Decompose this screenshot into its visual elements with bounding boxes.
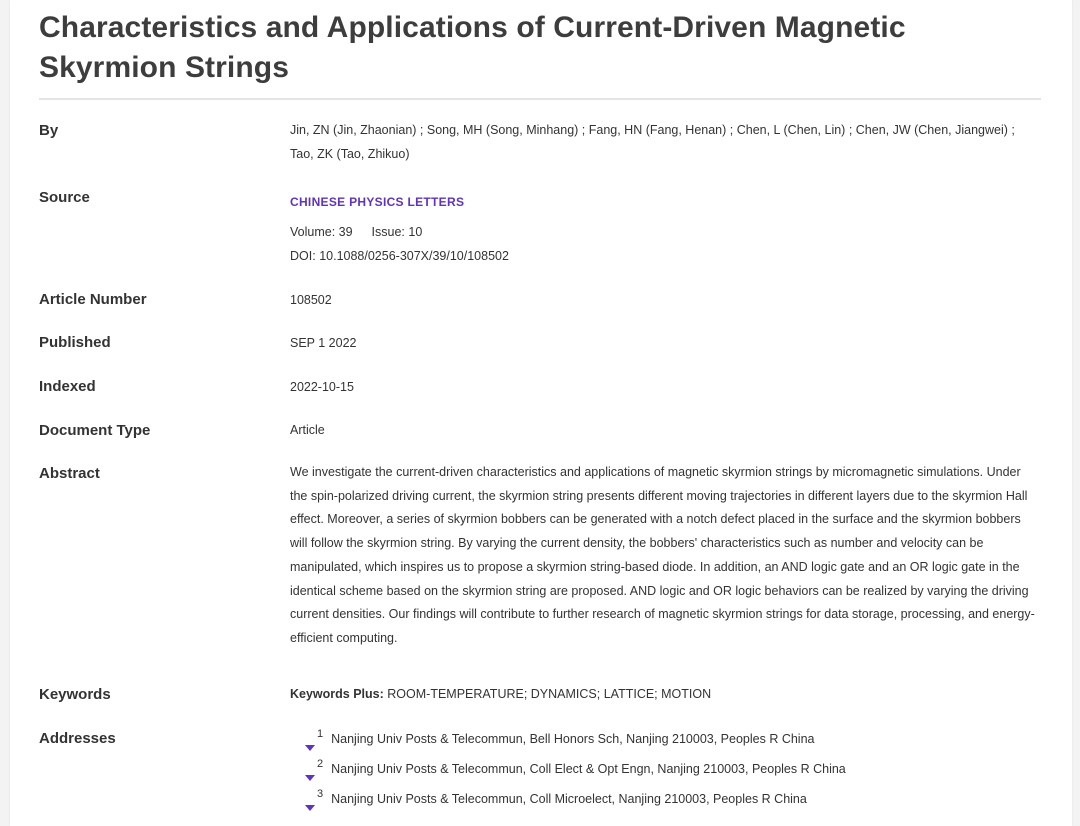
field-label-by: By [39, 122, 59, 139]
source-doi [290, 244, 509, 268]
field-label-article-number: Article Number [39, 291, 147, 308]
doi-value: 10.1088/0256-307X/39/10/108502 [319, 249, 509, 263]
document-type-value: Article [290, 423, 325, 437]
address-text: Nanjing Univ Posts & Telecommun, Coll Elect & Opt Engn, Nanjing 210003, Peoples R China [331, 762, 846, 776]
issue-value: 10 [408, 225, 423, 239]
keywords-plus-label: Keywords Plus: [290, 687, 384, 701]
article-number-value: 108502 [290, 293, 332, 307]
keywords-plus-list: ROOM-TEMPERATURE; DYNAMICS; LATTICE; MOTION [387, 687, 712, 701]
field-label-abstract: Abstract [39, 465, 100, 482]
journal-link[interactable]: CHINESE PHYSICS LETTERS [290, 195, 465, 209]
field-label-published: Published [39, 334, 111, 351]
title-divider [39, 98, 1041, 100]
chevron-down-icon[interactable] [305, 805, 315, 811]
issue-label: Issue: [371, 225, 405, 239]
field-label-addresses: Addresses [39, 730, 116, 747]
source-journal [290, 190, 464, 214]
address-item [305, 789, 807, 811]
address-number: 3 [317, 788, 324, 800]
address-text: Nanjing Univ Posts & Telecommun, Coll Microelect, Nanjing 210003, Peoples R China [331, 792, 807, 806]
address-number: 2 [317, 758, 324, 770]
full-record-page [10, 0, 1072, 826]
chevron-down-icon[interactable] [305, 745, 315, 751]
field-label-keywords: Keywords [39, 686, 111, 703]
abstract-text: We investigate the current-driven characteristics and applications of magnetic skyrmion strings by micromagnetic simulations. Under the spin-polarized driving current, the skyrmion string presents different moving trajectories in different layers due to the skyrmion Hall effect. Moreover, a series of skyrmion bobbers can be generated with a notch defect placed in the surface and the skyrmion bobbers will follow the skyrmion string. By varying the current density, the bobbers' characteristics such as number and velocity can be manipulated, which inspires us to propose a skyrmion string-based diode. In addition, an AND logic gate and an OR logic gate in the identical scheme based on the skyrmion string are proposed. AND logic and OR logic behaviors can be realized by varying the driving current densities. Our findings will contribute to further research of magnetic skyrmion strings for data storage, processing, and energy-efficient computing. [290, 465, 1035, 645]
keywords-value [290, 682, 711, 706]
page-title: Characteristics and Applications of Current-Driven Magnetic Skyrmion Strings [39, 11, 906, 84]
field-label-source: Source [39, 189, 90, 206]
address-item [305, 729, 815, 751]
chevron-down-icon[interactable] [305, 775, 315, 781]
address-number: 1 [317, 728, 324, 740]
address-item [305, 759, 846, 781]
field-label-document-type: Document Type [39, 422, 151, 439]
source-volume-issue [290, 220, 422, 244]
volume-value: 39 [338, 225, 353, 239]
indexed-value: 2022-10-15 [290, 380, 354, 394]
authors-value: Jin, ZN (Jin, Zhaonian) ; Song, MH (Song, Minhang) ; Fang, HN (Fang, Henan) ; Chen, L (Chen, Lin) ; Chen, JW (Chen, Jiangwei) ; Tao, ZK (Tao, Zhikuo) [290, 123, 1015, 161]
published-value: SEP 1 2022 [290, 336, 357, 350]
doi-label: DOI: [290, 249, 316, 263]
address-text: Nanjing Univ Posts & Telecommun, Bell Honors Sch, Nanjing 210003, Peoples R China [331, 732, 815, 746]
volume-label: Volume: [290, 225, 336, 239]
field-label-indexed: Indexed [39, 378, 96, 395]
